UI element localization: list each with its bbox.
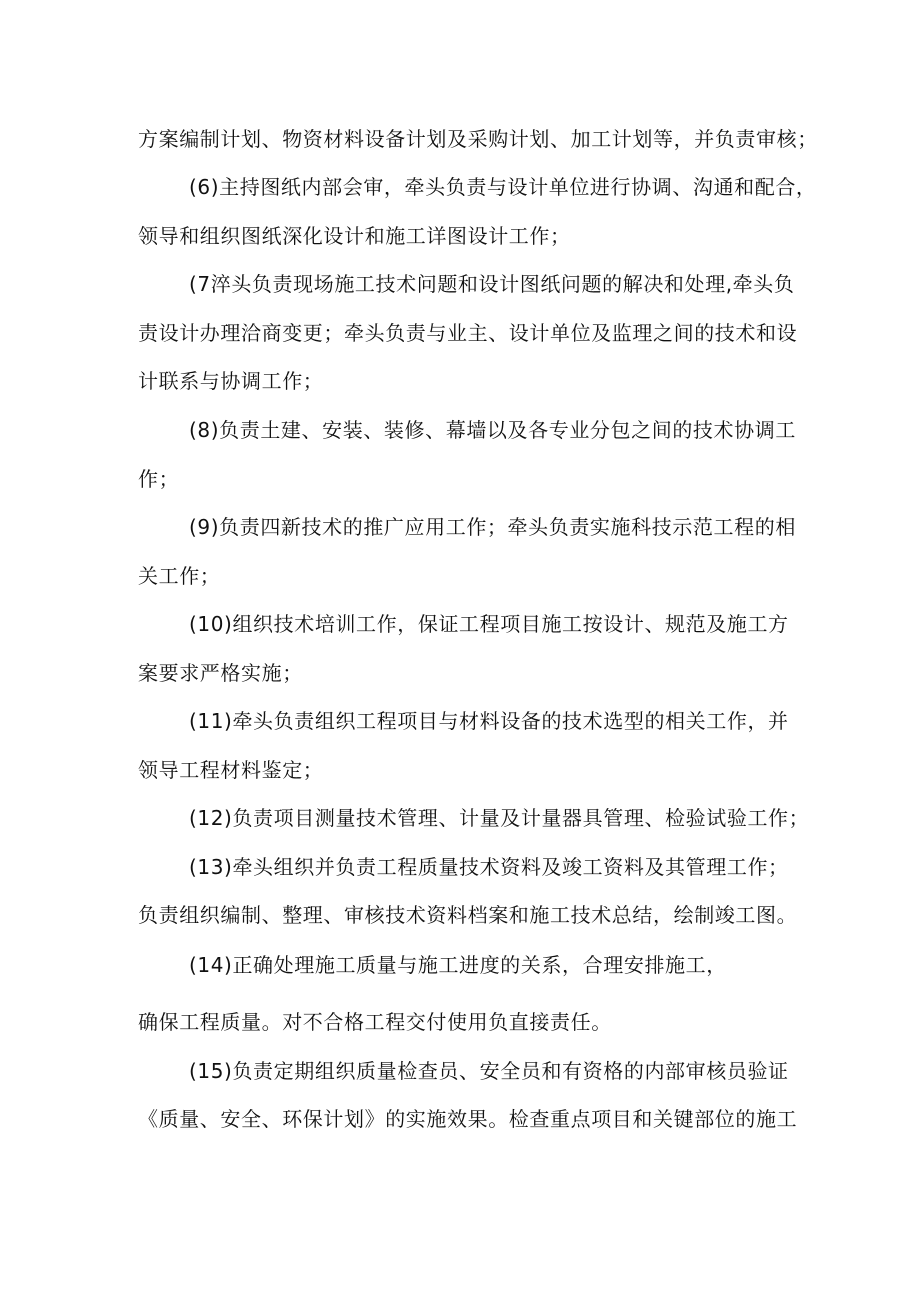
text-line: (8)负责土建、安装、装修、幕墙以及各专业分包之间的技术协调工 xyxy=(189,418,796,442)
text-line: (13)牵头组织并负责工程质量技术资料及竣工资料及其管理工作； xyxy=(189,855,789,879)
text-line: (11)牵头负责组织工程项目与材料设备的技术选型的相关工作，并 xyxy=(189,709,789,733)
text-line: (7淬头负责现场施工技术问题和设计图纸问题的解决和处理,牵头负 xyxy=(189,272,795,296)
text-line: 领导工程材料鉴定； xyxy=(138,758,324,782)
text-line: 确保工程质量。对不合格工程交付使用负直接责任。 xyxy=(138,1010,612,1034)
text-line: 《质量、安全、环保计划》的实施效果。检查重点项目和关键部位的施工 xyxy=(138,1107,798,1131)
text-line: (15)负责定期组织质量检查员、安全员和有资格的内部审核员验证 xyxy=(189,1059,789,1083)
text-line: 作； xyxy=(138,467,180,491)
text-line: (14)正确处理施工质量与施工进度的关系，合理安排施工， xyxy=(189,953,727,977)
text-line: 负责组织编制、整理、审核技术资料档案和施工技术总结，绘制竣工图。 xyxy=(138,903,798,927)
text-line: 责设计办理洽商变更；牵头负责与业主、设计单位及监理之间的技术和设 xyxy=(138,321,798,345)
text-line: 计联系与协调工作； xyxy=(138,369,324,393)
text-line: (12)负责项目测量技术管理、计量及计量器具管理、检验试验工作； xyxy=(189,806,810,830)
text-line: (10)组织技术培训工作，保证工程项目施工按设计、规范及施工方 xyxy=(189,612,789,636)
text-line: (9)负责四新技术的推广应用工作；牵头负责实施科技示范工程的相 xyxy=(189,515,796,539)
text-line: (6)主持图纸内部会审，牵头负责与设计单位进行协调、沟通和配合， xyxy=(189,175,817,199)
text-line: 领导和组织图纸深化设计和施工详图设计工作； xyxy=(138,224,571,248)
text-line: 案要求严格实施； xyxy=(138,661,303,685)
text-line: 方案编制计划、物资材料设备计划及采购计划、加工计划等，并负责审核； xyxy=(138,127,818,151)
text-line: 关工作； xyxy=(138,564,221,588)
